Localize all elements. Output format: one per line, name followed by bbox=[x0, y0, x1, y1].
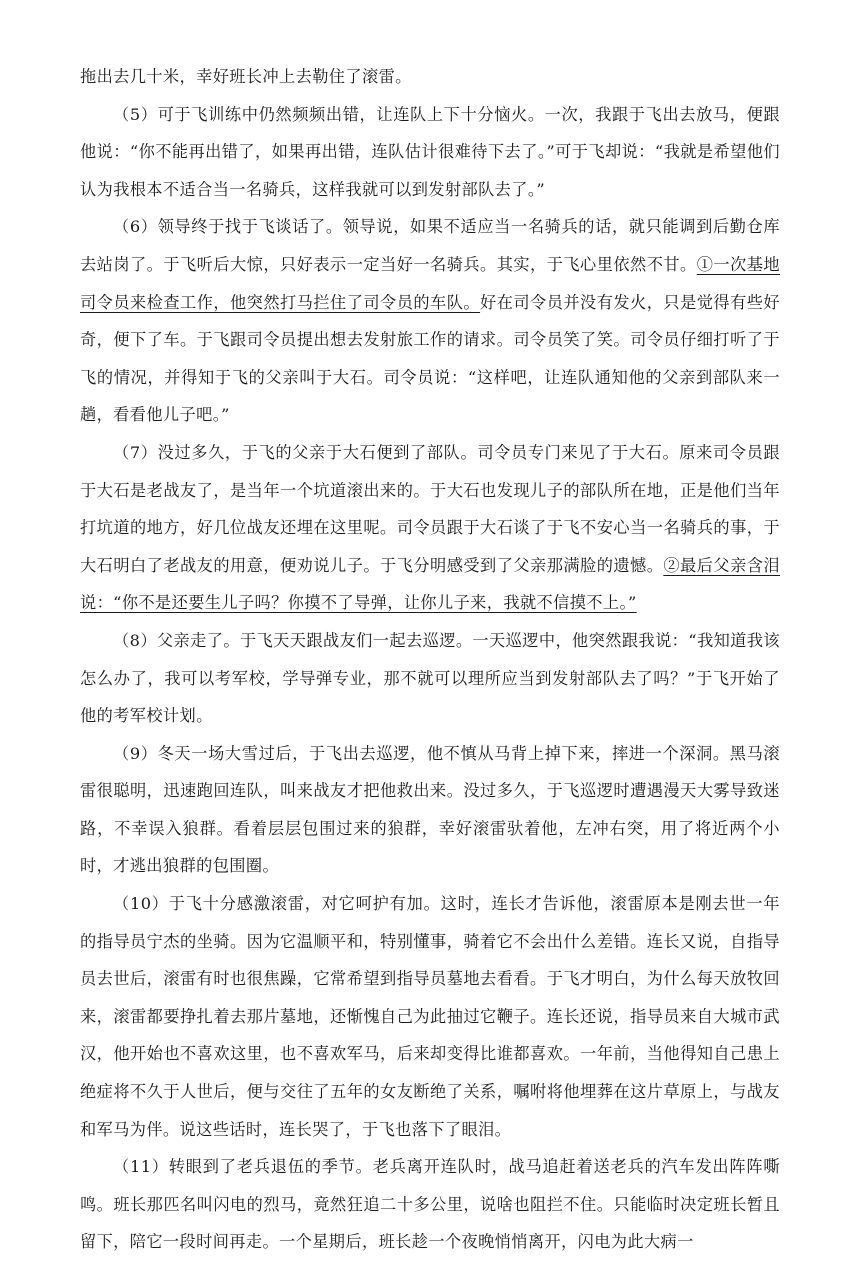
paragraph bbox=[80, 58, 780, 96]
text-segment: （5）可于飞训练中仍然频频出错，让连队上下十分恼火。一次，我跟于飞出去放马，便跟他说：“你不能再出错了，如果再出错，连队估计很难待下去了。”可于飞却说：“我就是希望他们认为我根本不适合当一名骑兵，这样我就可以到发射部队去了。” bbox=[80, 104, 780, 199]
underlined-sentence: ②最后父亲含泪说：“你不是还要生儿子吗？你摸不了导弹，让你儿子来，我就不信摸不上。” bbox=[80, 555, 780, 613]
text-segment: （9）冬天一场大雪过后，于飞出去巡逻，他不慎从马背上掉下来，摔进一个深洞。黑马滚雷很聪明，迅速跑回连队，叫来战友才把他救出来。没过多久，于飞巡逻时遭遇漫天大雾导致迷路，不幸误入狼群。看着层层包围过来的狼群，幸好滚雷驮着他，左冲右突，用了将近两个小时，才逃出狼群的包围圈。 bbox=[80, 743, 780, 876]
underlined-sentence: ①一次基地司令员来检查工作，他突然打马拦住了司令员的车队。 bbox=[80, 254, 780, 312]
text-segment: 好在司令员并没有发火，只是觉得有些好奇，便下了车。于飞跟司令员提出想去发射旅工作的请求。司令员笑了笑。司令员仔细打听了于飞的情况，并得知于飞的父亲叫于大石。司令员说：“这样吧，让连队通知他的父亲到部队来一趟，看看他儿子吧。” bbox=[80, 292, 780, 425]
text-segment: 拖出去几十米，幸好班长冲上去勒住了滚雷。 bbox=[80, 67, 412, 86]
text-segment: （8）父亲走了。于飞天天跟战友们一起去巡逻。一天巡逻中，他突然跟我说：“我知道我该怎么办了，我可以考军校，学导弹专业，那不就可以理所应当到发射部队去了吗？”于飞开始了他的考军校计划。 bbox=[80, 630, 780, 726]
text-segment: （11）转眼到了老兵退伍的季节。老兵离开连队时，战马追赶着送老兵的汽车发出阵阵嘶鸣。班长那匹名叫闪电的烈马，竟然狂追二十多公里，说啥也阻拦不住。只能临时决定班长暂且留下，陪它一段时间再走。一个星期后，班长趁一个夜晚悄悄离开，闪电为此大病一 bbox=[80, 1157, 780, 1252]
text-segment: （6）领导终于找于飞谈话了。领导说，如果不适应当一名骑兵的话，就只能调到后勤仓库去站岗了。于飞听后大惊，只好表示一定当好一名骑兵。其实，于飞心里依然不甘。 bbox=[80, 217, 780, 274]
text-segment: （7）没过多久，于飞的父亲于大石便到了部队。司令员专门来见了于大石。原来司令员跟于大石是老战友了，是当年一个坑道滚出来的。于大石也发现儿子的部队所在地，正是他们当年打坑道的地方，好几位战友还埋在这里呢。司令员跟于大石谈了于飞不安心当一名骑兵的事，于大石明白了老战友的用意，便劝说儿子。于飞分明感受到了父亲那满脸的遗憾。 bbox=[80, 442, 780, 575]
paragraph bbox=[80, 434, 780, 622]
paragraph bbox=[80, 622, 780, 735]
text-segment: （10）于飞十分感激滚雷，对它呵护有加。这时，连长才告诉他，滚雷原本是刚去世一年的指导员宁杰的坐骑。因为它温顺平和，特别懂事，骑着它不会出什么差错。连长又说，自指导员去世后，滚雷有时也很焦躁，它常希望到指导员墓地去看看。于飞才明白，为什么每天放牧回来，滚雷都要挣扎着去那片墓地，还惭愧自己为此抽过它鞭子。连长还说，指导员来自大城市武汉，他开始也不喜欢这里，也不喜欢军马，后来却变得比谁都喜欢。一年前，当他得知自己患上绝症将不久于人世后，便与交往了五年的女友断绝了关系，嘱咐将他埋葬在这片草原上，与战友和军马为伴。说这些话时，连长哭了，于飞也落下了眼泪。 bbox=[80, 894, 780, 1139]
paragraph bbox=[80, 1148, 780, 1261]
paragraph bbox=[80, 208, 780, 434]
document-page bbox=[80, 58, 780, 1261]
paragraph bbox=[80, 96, 780, 209]
paragraph bbox=[80, 885, 780, 1148]
paragraph bbox=[80, 735, 780, 885]
